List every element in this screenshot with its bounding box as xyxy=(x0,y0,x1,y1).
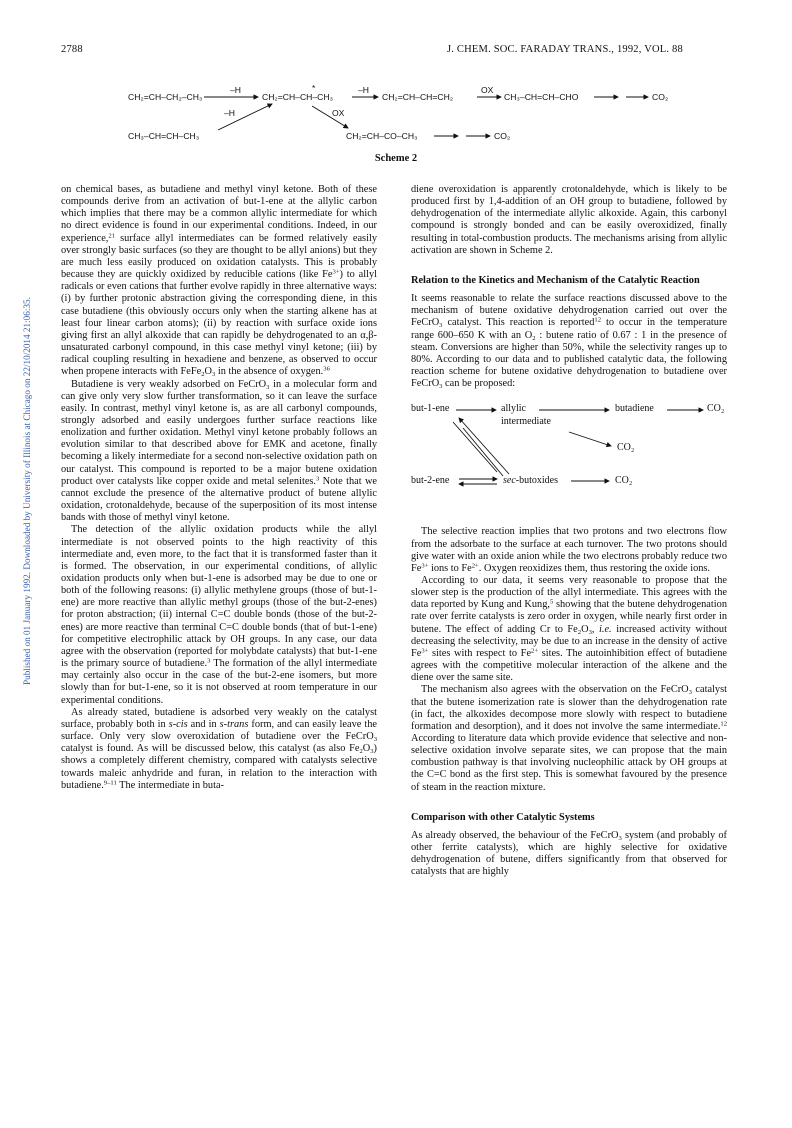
citation-21[interactable]: 21 xyxy=(108,232,115,240)
citation-12b[interactable]: 12 xyxy=(720,720,727,728)
scheme-lbl-ox1: OX xyxy=(481,85,494,95)
right-paragraph-5: The mechanism also agrees with the observation on the FeCrO$_3$ catalyst that the butene isomerization rate is slower than the dehydrogenation rate (in fact, the alkoxides decompose more slowly with respect to butadiene formation and desorption), and it does not involve the same intermediate.$^{12}$ According to literature data which provide evidence that selective and non-selective oxidation involve separate sites, we can propose that the main combustion pathway is that involving nucleophilic attack by OH groups at the C=C bond as the first step. This is somewhat favoured by the presence of steam in the reaction mixture. xyxy=(411,684,727,793)
left-paragraph-4: As already stated, butadiene is adsorbed very weakly on the catalyst surface, probably both in s-cis and in s-trans form, and can easily leave the surface. Only very slow overoxidation of butadiene over the FeCrO$_3$ catalyst is found. As will be discussed below, this catalyst (as also $Fe_2O_3$) shows a completely different chemistry, compared with catalysts selective towards maleic anhydride and furan, in relation to the interaction with butadiene.$^{9-11}$ The intermediate in buta- xyxy=(61,706,377,791)
right-column xyxy=(411,184,727,879)
scheme-co2-top: CO₂ xyxy=(652,92,669,102)
section-heading-comparison: Comparison with other Catalytic Systems xyxy=(411,811,595,823)
mech-arrow-but1ene-sec xyxy=(453,422,497,472)
scheme-lbl-h2: –H xyxy=(358,85,369,95)
scheme-lbl-h1: –H xyxy=(230,85,241,95)
scheme-crotonaldehyde: CH₃–CH=CH–CHO xyxy=(504,92,579,102)
scheme-2-arrows xyxy=(120,60,680,160)
scheme-but1ene: CH₂=CH–CH₂–CH₃ xyxy=(128,92,203,102)
mech-sec-butoxides: sec-butoxides xyxy=(503,475,558,487)
scheme-butadiene: CH₂=CH–CH=CH₂ xyxy=(382,92,454,102)
mechanism-arrows xyxy=(411,400,727,518)
mech-co2-c: CO₂ xyxy=(615,475,633,487)
journal-header: J. CHEM. SOC. FARADAY TRANS., 1992, VOL. 88 xyxy=(447,44,683,55)
mech-arrow-but2ene-allylic-2 xyxy=(463,428,503,476)
citation-36[interactable]: 36 xyxy=(323,365,330,373)
mech-allylic: allylic xyxy=(501,403,526,415)
scheme-co2-bottom: CO₂ xyxy=(494,131,511,141)
download-notice[interactable] xyxy=(9,205,32,685)
mech-but1ene: but-1-ene xyxy=(411,403,450,415)
citation-5[interactable]: 5 xyxy=(549,598,554,606)
scheme-lbl-h3: –H xyxy=(224,108,235,118)
right-paragraph-2: It seems reasonable to relate the surface reactions discussed above to the mechanism of butene oxidative dehydrogenation carried out over the FeCrO$_3$ catalyst. This reaction is reported$^{12}$ to occur in the temperature range 600–650 K with an $O_2$ : butene ratio of 0.67 : 1 in the presence of steam. Conversions are higher than 50%, while the selectivity ranges up to 80%. According to our data and to published catalytic data, the following reaction scheme for butene oxidative dehydrogenation to butadiene over FeCrO$_3$ can be proposed: xyxy=(411,293,727,391)
scheme-allyl-star: * xyxy=(312,83,316,93)
scheme-mvk: CH₂=CH–CO–CH₃ xyxy=(346,131,418,141)
scheme-caption: Scheme 2 xyxy=(374,153,418,164)
page-number: 2788 xyxy=(61,44,83,55)
mech-arrow-intermediate-co2 xyxy=(569,432,611,446)
right-paragraph-3: The selective reaction implies that two protons and two electrons flow from the adsorbate to the surface at each turnover. The two protons should give water with an oxide anion while the two electrons probably reduce two $Fe^{3+}$ ions to $Fe^{2+}$. Oxygen reoxidizes them, thus restoring the oxide ions. xyxy=(411,526,727,574)
scheme-allyl: CH₂=CH–CH–CH₃ xyxy=(262,92,334,102)
left-paragraph-2: Butadiene is very weakly adsorbed on FeCrO$_3$ in a molecular form and can give only very slow further transformation, so it can leave the surface easily. In contrast, methyl vinyl ketone is, as are all carbonyl compounds, strongly adsorbed and easily undergoes further surface reactions like enolization and further oxidation. Methyl vinyl ketone probably follows an evolution similar to that described above for EMK and acetone, finally becoming a likely intermediate for a second non-selective oxidation path on our catalyst. This compound is reported to be a major butene oxidation product over catalysts like copper oxide and metal selenites.$^3$ Note that we cannot exclude the presence of the alternative product of butene allylic oxidation, crotonaldehyde, because of the superposition of its most intense bands with those of methyl vinyl ketone. xyxy=(61,378,378,524)
left-paragraph-3: The detection of the allylic oxidation products while the allyl intermediate is not observed points to the high reactivity of this intermediate and, even more, to the fact that it is transformed faster than it is formed. The observation, in our experimental conditions, of allylic oxidation products only when but-1-ene is adsorbed may be due to one or both of the following reasons: (i) allylic methylene groups (those of but-1-ene) are more reactive than allylic methyl groups (those of the but-2-enes) for proton abstraction; (ii) internal C=C double bonds (those of the but-2-enes) are more reactive than terminal C=C double bonds (that of but-1-ene) for competitive electrophilic attack by OH groups. In any case, our data agree with the observation (reported for molybdate catalysts) that but-1-ene is the primary source of butadiene.$^3$ The formation of the allyl intermediate may certainly also occur in the case of the but-2-ene isomers, but more slowly than for but-1-ene, so it is not observed at room temperature in our experimental conditions. xyxy=(61,524,377,706)
section-heading-kinetics: Relation to the Kinetics and Mechanism of the Catalytic Reaction xyxy=(411,274,700,286)
scheme-2 xyxy=(120,60,680,160)
right-paragraph-4: According to our data, it seems very reasonable to propose that the slower step is the production of the allyl intermediate. This agrees with the data reported by Kung and Kung,$^5$ showing that the butene dehydrogenation rate over ferrite catalysts is zero order in oxygen, while nearly first order in butene. The effect of adding Cr to $Fe_2O_3$, i.e. increased activity without decreasing the selectivity, may be due to an increase in the density of active $Fe^{3+}$ sites with respect to $Fe^{2+}$ sites. The autoinhibition effect of butadiene agrees with the competitive molecular interaction of the alkene and the diene over the same site. xyxy=(411,574,727,684)
mech-intermediate: intermediate xyxy=(501,416,551,428)
citation-9-11[interactable]: 9–11 xyxy=(103,779,117,787)
left-paragraph-1: on chemical bases, as butadiene and methyl vinyl ketone. Both of these compounds derive from an activation of but-1-ene at the allylic carbon which implies that there may be a common allylic intermediate for which no direct evidence is found in our experimental conditions. Indeed, in our experience,$^{21}$ surface allyl intermediates can be formed relatively easily over strongly basic surfaces (so they are thought to be allyl anions) but they are much less easily produced on oxidation catalysts. This is probably because they are quickly oxidized by reducible cations (like $Fe^{3+}$) to allyl radicals or even cations that further evolve rapidly in three alternative ways: (i) by further protonic abstraction giving the corresponding diene, in this case butadiene (this obviously occurs only when the starting alkene has at least four linear carbon atoms); (ii) by reaction with surface oxide ions giving first an allyl alkoxide that can rapidly be dehydrogenated to an α,β-unsaturated carbonyl compound, in this case methyl vinyl ketone; (iii) by radical coupling resulting in hexadiene and benzene, as observed to occur when propene interacts with $FeFe_2O_3$ in the absence of oxygen.$^{36}$ xyxy=(61,184,378,379)
scheme-lbl-ox2: OX xyxy=(332,108,345,118)
right-paragraph-1: diene overoxidation is apparently crotonaldehyde, which is likely to be produced first by 1,4-addition of an OH group to butadiene, followed by dehydrogenation of the intermediate allylic alkoxide. Again, this carbonyl compound is strongly bonded and can be easily overoxidized, finally resulting in total-combustion products. The mechanisms arising from allylic activation are shown in Scheme 2. xyxy=(411,184,727,256)
citation-3a[interactable]: 3 xyxy=(316,475,320,483)
scheme-but2ene: CH₃–CH=CH–CH₃ xyxy=(128,131,200,141)
mech-but2ene: but-2-ene xyxy=(411,475,450,487)
right-paragraph-6: As already observed, the behaviour of the FeCrO$_3$ system (and probably of other ferrite catalysts), which are highly selective for oxidative dehydrogenation of butene, differs significantly from that observed for catalysts that are highly xyxy=(411,829,727,878)
download-notice-text: Published on 01 January 1992. Downloaded by University of Illinois at Chicago on 22/10/2014 21:06:35. xyxy=(22,297,32,685)
mech-co2-a: CO₂ xyxy=(707,403,725,415)
citation-3b[interactable]: 3 xyxy=(207,657,211,665)
citation-12a[interactable]: 12 xyxy=(594,316,602,324)
left-column xyxy=(61,184,377,792)
mechanism-scheme xyxy=(411,400,727,518)
mech-co2-b: CO₂ xyxy=(617,442,635,454)
mech-butadiene: butadiene xyxy=(615,403,654,415)
